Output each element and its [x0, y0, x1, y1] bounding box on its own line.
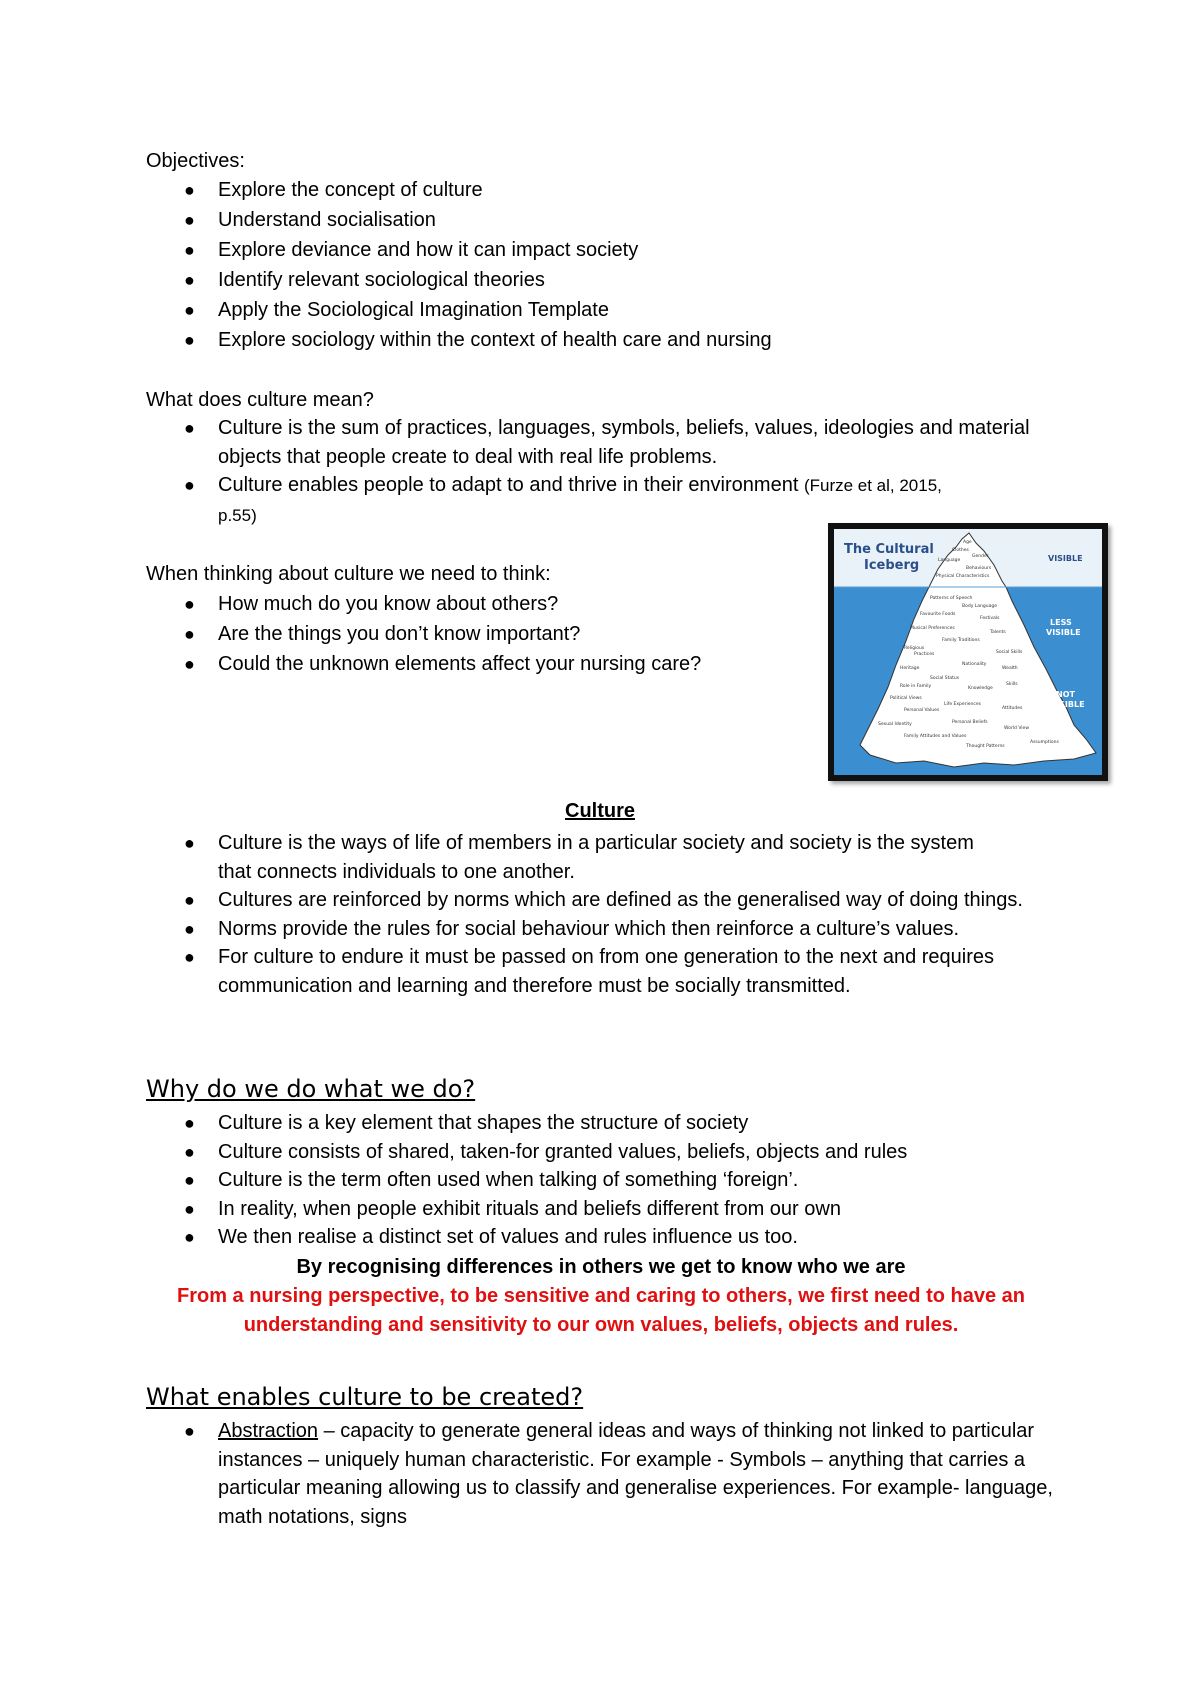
bullet-icon: ●	[184, 1113, 195, 1133]
list-item: ● Culture is a key element that shapes the structure of society	[146, 1109, 1066, 1138]
iceberg-label: Language	[938, 558, 961, 563]
less-visible-label-2: VISIBLE	[1046, 628, 1081, 637]
iceberg-label: Religious	[904, 646, 925, 651]
list-item: ● Identify relevant sociological theories	[146, 265, 1046, 295]
list-item: ● In reality, when people exhibit rituals and beliefs different from our own	[146, 1195, 1066, 1224]
bullet-icon: ●	[184, 947, 195, 967]
list-item: ● Culture enables people to adapt to and thrive in their environment (Furze et al, 2015, p.55)	[146, 471, 978, 530]
iceberg-label: Social Skills	[996, 650, 1023, 655]
iceberg-label: Physical Characteristics	[936, 574, 990, 579]
bullet-icon: ●	[184, 624, 195, 644]
iceberg-label: Life Experiences	[944, 702, 981, 707]
iceberg-label: Heritage	[900, 666, 920, 671]
bullet-icon: ●	[184, 210, 195, 230]
bullet-icon: ●	[184, 1198, 195, 1219]
iceberg-label: Role in Family	[900, 684, 932, 689]
less-visible-label-1: LESS	[1050, 618, 1072, 627]
bullet-icon: ●	[184, 918, 195, 939]
iceberg-label: Festivals	[980, 616, 1000, 621]
thinking-list	[146, 589, 806, 679]
iceberg-label: Clothes	[952, 548, 969, 553]
list-item: ● We then realise a distinct set of values and rules influence us too.	[146, 1223, 1066, 1252]
bullet-icon: ●	[184, 270, 195, 290]
iceberg-label: Musical Preferences	[910, 626, 955, 631]
list-item: ● Explore sociology within the context of health care and nursing	[146, 325, 1046, 355]
iceberg-illustration	[834, 529, 1102, 775]
abstraction-term: Abstraction	[218, 1420, 319, 1442]
iceberg-label: Assumptions	[1030, 740, 1059, 745]
bullet-icon: ●	[184, 180, 195, 200]
bullet-icon: ●	[184, 1141, 195, 1162]
iceberg-label: Talents	[990, 630, 1006, 635]
iceberg-title-line1: The Cultural	[844, 542, 934, 557]
bullet-icon: ●	[184, 240, 195, 260]
nursing-perspective-note: From a nursing perspective, to be sensitive and caring to others, we first need to have an understanding and sensitivity to our own values, beliefs, objects and rules.	[177, 1285, 1025, 1336]
culture-list	[146, 829, 1066, 1000]
list-item	[146, 1417, 1068, 1531]
list-item: ● Cultures are reinforced by norms which are defined as the generalised way of doing things.	[146, 886, 1054, 915]
iceberg-label: Family Traditions	[942, 638, 980, 643]
list-item: ● Culture is the term often used when talking of something ‘foreign’.	[146, 1166, 1066, 1195]
iceberg-label: Gender	[972, 554, 989, 559]
not-visible-label-1: NOT	[1056, 690, 1075, 699]
list-item: ● Explore the concept of culture	[146, 175, 1046, 205]
list-item: ● For culture to endure it must be passed on from one generation to the next and requires communication and learning and therefore must be socially transmitted.	[146, 943, 1018, 1000]
iceberg-label: Patterns of Speech	[930, 596, 973, 601]
bullet-icon: ●	[184, 1170, 195, 1190]
bullet-icon: ●	[184, 300, 195, 320]
iceberg-label: Body Language	[962, 604, 997, 609]
iceberg-label: Nationality	[962, 662, 987, 667]
iceberg-label: Attitudes	[1002, 706, 1023, 711]
cultural-iceberg-figure	[828, 523, 1108, 781]
iceberg-label: Social Status	[930, 676, 960, 681]
iceberg-label: Favourite Foods	[920, 612, 956, 617]
bullet-icon: ●	[184, 1227, 195, 1247]
not-visible-label-2: VISIBLE	[1050, 700, 1085, 709]
bullet-icon: ●	[184, 330, 195, 350]
culture-heading: Culture	[565, 800, 635, 822]
list-item: ● Could the unknown elements affect your nursing care?	[146, 649, 806, 679]
list-item: ● Understand socialisation	[146, 205, 1046, 235]
meaning-list	[146, 414, 1066, 530]
iceberg-label: Sexual Identity	[878, 722, 912, 727]
bullet-icon: ●	[184, 654, 195, 674]
list-item: ● Are the things you don’t know important?	[146, 619, 806, 649]
enables-heading: What enables culture to be created?	[146, 1383, 584, 1411]
abstraction-definition: – capacity to generate general ideas and ways of thinking not linked to particular instances – uniquely human characteristic. For example - Symbols – anything that carries a particular meaning allowing us to classify and generalise experiences. For example- language, math notations, signs	[218, 1420, 1053, 1528]
why-heading: Why do we do what we do?	[146, 1075, 476, 1103]
iceberg-label: Personal Values	[904, 708, 940, 713]
bullet-icon: ●	[184, 475, 195, 495]
iceberg-title-line2: Iceberg	[864, 558, 920, 573]
iceberg-label: World View	[1004, 726, 1030, 731]
list-item: ● Culture is the sum of practices, languages, symbols, beliefs, values, ideologies and material objects that people create to deal with real life problems.	[146, 414, 1066, 471]
objectives-list	[146, 175, 1046, 355]
list-item: ● How much do you know about others?	[146, 589, 806, 619]
list-item: ● Norms provide the rules for social behaviour which then reinforce a culture’s values.	[146, 915, 1066, 944]
iceberg-label: Skills	[1006, 682, 1018, 687]
iceberg-label: Practices	[914, 652, 935, 657]
iceberg-label: Age	[963, 540, 972, 545]
key-takeaway: By recognising differences in others we get to know who we are	[296, 1256, 906, 1278]
thinking-heading: When thinking about culture we need to think:	[146, 563, 551, 585]
iceberg-label: Knowledge	[968, 686, 993, 691]
iceberg-label: Political Views	[890, 696, 922, 701]
list-item: ● Explore deviance and how it can impact society	[146, 235, 1046, 265]
visible-label: VISIBLE	[1048, 554, 1083, 563]
iceberg-label: Thought Patterns	[966, 744, 1005, 749]
iceberg-label: Behaviours	[966, 566, 992, 571]
objectives-heading: Objectives:	[146, 150, 245, 172]
iceberg-label: Personal Beliefs	[952, 720, 988, 725]
list-item: ● Apply the Sociological Imagination Template	[146, 295, 1046, 325]
enables-list	[146, 1417, 1066, 1531]
bullet-icon: ●	[184, 890, 195, 910]
bullet-icon: ●	[184, 418, 195, 438]
iceberg-label: Wealth	[1002, 666, 1018, 671]
bullet-icon: ●	[184, 1421, 195, 1441]
list-item: ● Culture is the ways of life of members in a particular society and society is the system that connects individuals to one another.	[146, 829, 978, 886]
meaning-heading: What does culture mean?	[146, 389, 374, 411]
citation: (Furze et al, 2015, p.55)	[218, 476, 942, 525]
list-item: ● Culture consists of shared, taken-for granted values, beliefs, objects and rules	[146, 1138, 1066, 1167]
bullet-icon: ●	[184, 833, 195, 853]
bullet-icon: ●	[184, 594, 195, 614]
iceberg-label: Family Attitudes and Values	[904, 734, 967, 739]
why-list	[146, 1109, 1066, 1252]
